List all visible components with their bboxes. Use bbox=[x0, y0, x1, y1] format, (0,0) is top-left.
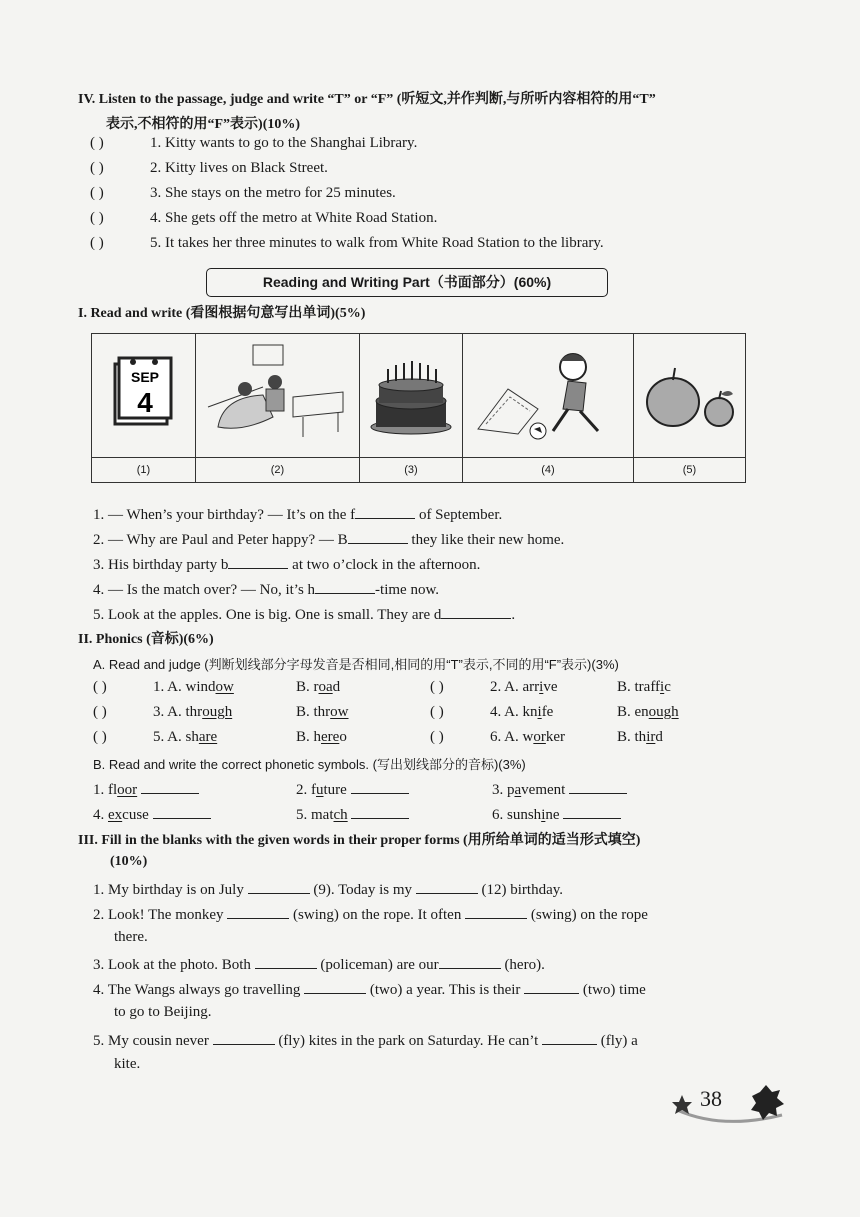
answer-paren[interactable]: ( ) bbox=[90, 185, 104, 201]
apples-picture bbox=[634, 334, 746, 458]
phonics-item-5-b: B. hereo bbox=[296, 729, 347, 745]
caption-3: (3) bbox=[360, 458, 463, 483]
part-b-instruction: B. Read and write the correct phonetic symbols. (写出划线部分的音标)(3%) bbox=[93, 757, 526, 772]
phonics-item-4: ( ) 4. A. knife bbox=[430, 704, 554, 720]
answer-paren[interactable]: ( ) bbox=[90, 235, 104, 251]
picture-table bbox=[91, 333, 746, 483]
phonics-item-1-b: B. road bbox=[296, 679, 341, 695]
phonics-item-2-b: B. traffic bbox=[617, 679, 671, 695]
fill-line-3: 3. Look at the photo. Both (policeman) are our (hero). bbox=[93, 954, 545, 974]
phonetic-item-4: 4. excuse bbox=[93, 804, 211, 824]
phonetic-item-2: 2. future bbox=[296, 779, 409, 799]
answer-blank[interactable] bbox=[563, 804, 621, 819]
fill-line-2-cont: there. bbox=[114, 929, 148, 945]
phonics-item-3-b: B. throw bbox=[296, 704, 349, 720]
fill-line-5: 5. My cousin never (fly) kites in the park on Saturday. He can’t (fly) a bbox=[93, 1030, 638, 1050]
section-ii-heading: II. Phonics (音标)(6%) bbox=[78, 632, 214, 647]
answer-blank[interactable] bbox=[569, 779, 627, 794]
answer-blank[interactable] bbox=[351, 804, 409, 819]
question-4: 4. — Is the match over? — No, it’s h -time now. bbox=[93, 579, 439, 599]
phonics-item-6-b: B. third bbox=[617, 729, 663, 745]
list-item: ( ) 1. Kitty wants to go to the Shanghai Library. bbox=[90, 135, 418, 151]
phonics-item-2: ( ) 2. A. arrive bbox=[430, 679, 558, 695]
phonetic-item-1: 1. floor bbox=[93, 779, 199, 799]
answer-blank[interactable] bbox=[141, 779, 199, 794]
section-iii-heading: III. Fill in the blanks with the given words in their proper forms (用所给单词的适当形式填空) bbox=[78, 833, 641, 848]
caption-5: (5) bbox=[634, 458, 746, 483]
question-2: 2. — Why are Paul and Peter happy? — B they like their new home. bbox=[93, 529, 564, 549]
fill-line-2: 2. Look! The monkey (swing) on the rope. It often (swing) on the rope bbox=[93, 904, 648, 924]
answer-blank[interactable] bbox=[439, 954, 501, 969]
section-iv-heading-2: 表示,不相符的用“F”表示)(10%) bbox=[106, 117, 301, 132]
section-iii-heading-2: (10%) bbox=[110, 854, 148, 869]
answer-blank[interactable] bbox=[304, 979, 366, 994]
phonics-item-1: ( ) 1. A. window bbox=[93, 679, 234, 695]
answer-blank[interactable] bbox=[348, 529, 408, 544]
fill-line-4-cont: to go to Beijing. bbox=[114, 1004, 212, 1020]
phonetic-item-3: 3. pavement bbox=[492, 779, 627, 799]
birthday-cake-picture bbox=[360, 334, 463, 458]
list-item: ( ) 2. Kitty lives on Black Street. bbox=[90, 160, 328, 176]
question-3: 3. His birthday party b at two o’clock in the afternoon. bbox=[93, 554, 480, 574]
phonics-item-6: ( ) 6. A. worker bbox=[430, 729, 566, 745]
section-i-heading: I. Read and write (看图根据句意写出单词)(5%) bbox=[78, 306, 366, 321]
calendar-picture bbox=[92, 334, 196, 458]
answer-blank[interactable] bbox=[416, 879, 478, 894]
answer-paren[interactable]: ( ) bbox=[90, 135, 104, 151]
page-number: 38 bbox=[700, 1086, 722, 1111]
caption-1: (1) bbox=[92, 458, 196, 483]
answer-blank[interactable] bbox=[213, 1030, 275, 1045]
question-1: 1. — When’s your birthday? — It’s on the f of September. bbox=[93, 504, 502, 524]
caption-2: (2) bbox=[196, 458, 360, 483]
fill-line-4: 4. The Wangs always go travelling (two) a year. This is their (two) time bbox=[93, 979, 646, 999]
answer-blank[interactable] bbox=[524, 979, 579, 994]
answer-paren[interactable]: ( ) bbox=[90, 160, 104, 176]
calendar-month: SEP bbox=[130, 369, 159, 385]
answer-blank[interactable] bbox=[542, 1030, 597, 1045]
answer-blank[interactable] bbox=[351, 779, 409, 794]
list-item: ( ) 5. It takes her three minutes to walk from White Road Station to the library. bbox=[90, 235, 604, 251]
calendar-day: 4 bbox=[136, 387, 153, 418]
section-iv-heading: IV. Listen to the passage, judge and write “T” or “F” (听短文,并作判断,与所听内容相符的用“T” bbox=[78, 92, 656, 107]
part-a-instruction: A. Read and judge (判断划线部分字母发音是否相同,相同的用“T”表示,不同的用“F”表示)(3%) bbox=[93, 657, 619, 672]
star-decoration-icon bbox=[672, 1080, 792, 1130]
fill-line-5-cont: kite. bbox=[114, 1056, 141, 1072]
answer-blank[interactable] bbox=[355, 504, 415, 519]
phonetic-item-6: 6. sunshine bbox=[492, 804, 621, 824]
answer-blank[interactable] bbox=[315, 579, 375, 594]
fill-line-1: 1. My birthday is on July (9). Today is my (12) birthday. bbox=[93, 879, 563, 899]
phonetic-item-5: 5. match bbox=[296, 804, 409, 824]
phonics-item-3: ( ) 3. A. through bbox=[93, 704, 233, 720]
phonics-item-4-b: B. enough bbox=[617, 704, 679, 720]
answer-blank[interactable] bbox=[465, 904, 527, 919]
answer-blank[interactable] bbox=[248, 879, 310, 894]
caption-4: (4) bbox=[463, 458, 634, 483]
football-picture bbox=[463, 334, 634, 458]
answer-blank[interactable] bbox=[441, 604, 511, 619]
answer-blank[interactable] bbox=[153, 804, 211, 819]
answer-paren[interactable]: ( ) bbox=[90, 210, 104, 226]
list-item: ( ) 4. She gets off the metro at White Road Station. bbox=[90, 210, 438, 226]
answer-blank[interactable] bbox=[227, 904, 289, 919]
answer-blank[interactable] bbox=[228, 554, 288, 569]
question-5: 5. Look at the apples. One is big. One is small. They are d . bbox=[93, 604, 515, 624]
answer-blank[interactable] bbox=[255, 954, 317, 969]
list-item: ( ) 3. She stays on the metro for 25 minutes. bbox=[90, 185, 396, 201]
phonics-item-5: ( ) 5. A. share bbox=[93, 729, 218, 745]
section-banner: Reading and Writing Part（书面部分）(60%) bbox=[206, 268, 608, 297]
living-room-picture bbox=[196, 334, 360, 458]
